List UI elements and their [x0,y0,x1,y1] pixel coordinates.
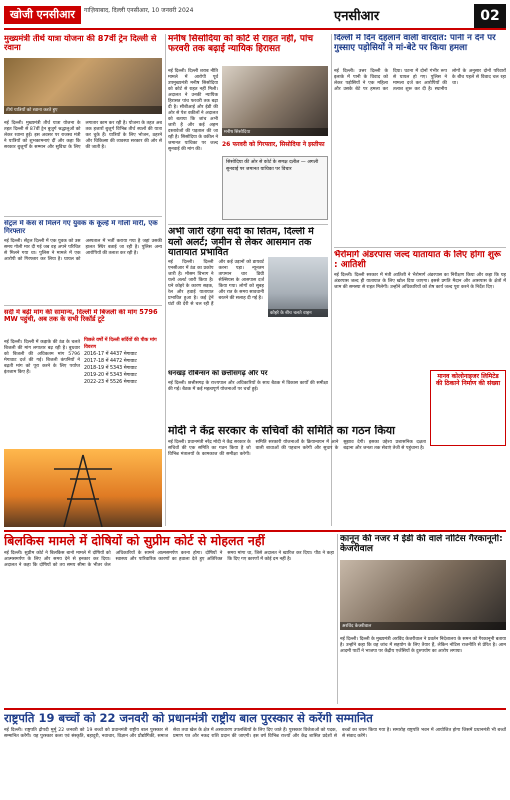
article-central-shooting [4,220,162,302]
table-row: 2022-23 में 5526 मेगावाट [84,380,137,385]
peak-demand-table [84,337,162,447]
article-body: नई दिल्ली। दिल्ली सरकार में मंत्री आतिशी ने भैरोमार्ग अंडरपास का निरीक्षण किया और कहा कि यह अंडरपास जल्द ही यातायात के लिए खोल दिया जाएगा। इससे प्रगति मैदान और आसपास के क्षेत्रों में जाम की समस्या से राहत मिलेगी। उन्होंने अधिकारियों को शेष कार्य जल्द पूरा करने के निर्देश दिए। [334,273,506,291]
article-underpass [334,250,506,366]
table-row: 2018-19 में 5343 मेगावाट [84,366,137,371]
article-photo [4,58,162,114]
divider [4,216,162,217]
headline: सर्दी में बढ़ी मांग की सामान्य, दिल्ली में बिजली की मांग 5796 MW पहुंची, अब तक के सभी रिकॉर्ड टूटे [4,309,158,324]
divider [4,708,506,710]
divider [4,530,506,532]
article-body: नई दिल्ली। राष्ट्रपति द्रौपदी मुर्मू 22 जनवरी को 19 बच्चों को प्रधानमंत्री राष्ट्रीय बाल पुरस्कार से सम्मानित करेंगी। यह पुरस्कार कला एवं संस्कृति, बहादुरी, नवाचार, विज्ञान और प्रौद्योगिकी, समाज सेवा तथा खेल के क्षेत्र में असाधारण उपलब्धियों के लिए दिए जाते हैं। पुरस्कार विजेताओं को पदक, प्रमाण पत्र और नकद राशि प्रदान की जाएगी। इस वर्ष विभिन्न राज्यों और केंद्र शासित प्रदेशों से बच्चों का चयन किया गया है। समारोह राष्ट्रपति भवन में आयोजित होगा जिसमें प्रधानमंत्री भी बच्चों से संवाद करेंगे। [4,727,506,739]
article-power-demand [4,309,162,527]
headline: मनीष सिसोदिया को कोर्ट से राहत नहीं, पांच फरवरी तक बढ़ाई न्यायिक हिरासत [168,34,314,55]
table-title: पिछले वर्षों में दिल्ली सर्दियों की पीक मांग विवरण [84,338,157,350]
article-body: नई दिल्ली। सुप्रीम कोर्ट ने बिलकिस बानो मामले में दोषियों को आत्मसमर्पण के लिए और समय देने से इनकार कर दिया। अदालत ने कहा कि दोषियों को तय समय सीमा के भीतर जेल अधिकारियों के सामने आत्मसमर्पण करना होगा। दोषियों ने स्वास्थ्य और पारिवारिक कारणों का हवाला देते हुए अतिरिक्त समय मांगा था, जिसे अदालत ने खारिज कर दिया। पीठ ने कहा कि दिए गए कारणों में कोई दम नहीं है। [4,551,334,568]
brand-logo: खोजी एनसीआर [4,6,81,24]
headline: बिलकिस मामले में दोषियों को सुप्रीम कोर्ट से मोहलत नहीं [4,534,265,548]
table-row: 2019-20 में 5343 मेगावाट [84,373,137,378]
divider [334,247,506,248]
headline: अभी जारी रहेगा सर्दी का सितम, दिल्ली में यलो अलर्ट; जमीन से लेकर आसमान तक यातायात प्रभावित [168,227,314,259]
headline: मोदी ने केंद्र सरकार के सचिवों की समिति का गठन किया [168,425,396,437]
photo-caption: मनीष सिसोदिया [222,128,328,136]
table-row: 2016-17 में 4437 मेगावाट [84,352,137,357]
article-body: नई दिल्ली। दिल्ली शराब नीति मामले में आरोपी पूर्व उपमुख्यमंत्री मनीष सिसोदिया को कोर्ट से राहत नहीं मिली। अदालत ने उनकी न्यायिक हिरासत पांच फरवरी तक बढ़ा दी है। सीबीआई और ईडी की ओर से पेश वकीलों ने अदालत को बताया कि जांच अभी जारी है और कई अहम दस्तावेजों की पड़ताल की जा रही है। सिसोदिया के वकील ने जमानत याचिका पर जल्द सुनवाई की मांग की। [168,69,218,152]
info-box [222,156,328,220]
article-body: नई दिल्ली। दिल्ली के मुख्यमंत्री अरविंद केजरीवाल ने प्रवर्तन निदेशालय के समन को गैरकानूनी बताया है। उन्होंने कहा कि वह जांच में सहयोग के लिए तैयार हैं, लेकिन नोटिस राजनीति से प्रेरित है। आम आदमी पार्टी ने भाजपा पर केंद्रीय एजेंसियों के दुरुपयोग का आरोप लगाया। [340,637,506,654]
article-cold-wave [168,227,328,367]
article-modi-committee [168,425,426,525]
table-row: 2017-18 में 4472 मेगावाट [84,359,137,364]
divider [165,34,166,526]
article-bal-puraskar [4,712,506,796]
article-sisodia [168,34,328,222]
article-body: नई दिल्ली। दिल्ली में कड़ाके की ठंड के चलते बिजली की मांग लगातार बढ़ रही है। बुधवार को बिजली की अधिकतम मांग 5796 मेगावाट दर्ज की गई। बिजली कंपनियों ने बढ़ती मांग को पूरा करने के लिए पर्याप्त इंतजाम किए हैं। [4,340,80,375]
box-text: सिसोदिया की ओर से कोर्ट के समक्ष दलील — अगली सुनवाई पर जमानत याचिका पर विचार [226,160,319,172]
article-bilkis [4,534,334,704]
article-body: नई दिल्ली। सेंट्रल दिल्ली में एक युवक को उस समय गोली मार दी गई जब वह अपने परिचित से मिलने गया था। पुलिस ने मामले में एक आरोपी को गिरफ्तार कर लिया है। घायल को अस्पताल में भर्ती कराया गया है जहां उसकी हालत स्थिर बताई जा रही है। पुलिस अन्य आरोपियों की तलाश कर रही है। [4,238,162,262]
article-pilgrimage-train [4,34,162,214]
photo-caption: तीर्थ यात्रियों को रवाना करते हुए [4,106,162,114]
photo-caption: कोहरे के बीच चलते वाहन [268,309,328,317]
article-body: नई दिल्ली। दिल्ली एनसीआर में ठंड का प्रकोप जारी है। मौसम विभाग ने यलो अलर्ट जारी किया है। घने कोहरे के कारण सड़क, रेल और हवाई यातायात प्रभावित हुआ है। कई ट्रेनें घंटों की देरी से चल रही हैं और कई उड़ानों को डायवर्ट करना पड़ा। न्यूनतम तापमान चार डिग्री सेल्सियस के आसपास दर्ज किया गया। लोगों को सुबह और रात के समय सावधानी बरतने की सलाह दी गई है। [168,260,264,307]
headline: कानून की नजर में ईडी की वाले नोटिस गैरकानूनी: केजरीवाल [340,534,503,555]
ad-box [430,370,506,446]
power-tower-photo [4,449,162,527]
article-body: नई दिल्ली। छत्तीसगढ़ के राज्यपाल और अधिकारियों के साथ बैठक में विकास कार्यों की समीक्षा की गई। बैठक में कई महत्वपूर्ण योजनाओं पर चर्चा हुई। [168,380,328,392]
headline: सेंट्रल में केस से मिलने गए युवक के कूल्हे में गोली मारी, एक गिरफ्तार [4,220,158,235]
article-body: नई दिल्ली। प्रधानमंत्री नरेंद्र मोदी ने केंद्र सरकार के सचिवों की एक समिति का गठन किया है जो विभिन्न मंत्रालयों के कामकाज की समीक्षा करेगी। समिति सरकारी योजनाओं के क्रियान्वयन में आने वाली बाधाओं की पहचान करेगी और सुधार के सुझाव देगी। इसका उद्देश्य प्रशासनिक दक्षता बढ़ाना और जनता तक सेवाएं तेजी से पहुंचाना है। [168,440,426,458]
article-body: नई दिल्ली। मुख्यमंत्री तीर्थ यात्रा योजना के तहत दिल्ली से 87वीं ट्रेन बुजुर्ग श्रद्धालुओं को लेकर रवाना हुई। इस अवसर पर राजस्व मंत्री ने यात्रियों को शुभकामनाएं दीं और कहा कि सरकार बुजुर्गों के सम्मान और सुविधा के लिए लगातार काम कर रही है। योजना के तहत अब तक हजारों बुजुर्ग विभिन्न तीर्थ स्थलों की यात्रा कर चुके हैं। यात्रियों के लिए भोजन, ठहरने और चिकित्सा की व्यवस्था सरकार की ओर से की जाती है। [4,121,162,150]
sisodia-photo [222,66,328,136]
headline: मुख्यमंत्री तीर्थ यात्रा योजना की 87वीं ट्रेन दिल्ली से रवाना [4,34,157,53]
fog-photo [268,257,328,317]
masthead [4,4,506,30]
dateline: गाज़ियाबाद, दिल्ली एनसीआर, 10 जनवरी 2024 [84,7,194,14]
divider [4,305,162,306]
sub-headline: 26 फरवरी को गिरफ्तार, सिसोदिया ने इस्तीफा [222,141,325,148]
photo-caption: अरविंद केजरीवाल [340,622,506,630]
section-title: एनसीआर [334,9,380,24]
article-chhattisgarh [168,370,328,422]
tower-icon [4,449,162,527]
article-neighbour-attack [334,34,506,244]
headline: भैरोमार्ग अंडरपास जल्द यातायात के लिए होगा शुरू : आतिशी [334,250,501,271]
divider [337,534,338,704]
kejriwal-photo [340,560,506,630]
headline: दिल्ली में दिन दहलाने वाली वारदात: पानी न देने पर गुस्साए पड़ोसियों ने मां-बेटे पर किया हमला [334,34,496,53]
page-number: 02 [474,4,506,28]
divider [168,224,328,225]
ad-text: मानव कोलोनाइजर लिमिटेड की ठिकाने निर्माण की संख्या [435,373,501,387]
article-body: नई दिल्ली। उत्तर दिल्ली के इलाके में पानी के विवाद को लेकर पड़ोसियों ने एक महिला और उसके बेटे पर हमला कर दिया। घटना में दोनों गंभीर रूप से घायल हो गए। पुलिस ने मामला दर्ज कर आरोपियों की तलाश शुरू कर दी है। स्थानीय लोगों के अनुसार दोनों परिवारों के बीच पहले से विवाद चल रहा था। [334,69,506,92]
headline: धनखड़ रोबिन्सन को छत्तीसगढ़ और पर [168,370,268,377]
headline: राष्ट्रपति 19 बच्चों को 22 जनवरी को प्रधानमंत्री राष्ट्रीय बाल पुरस्कार से करेंगी सम्मानित [4,712,373,725]
article-kejriwal [340,534,506,704]
